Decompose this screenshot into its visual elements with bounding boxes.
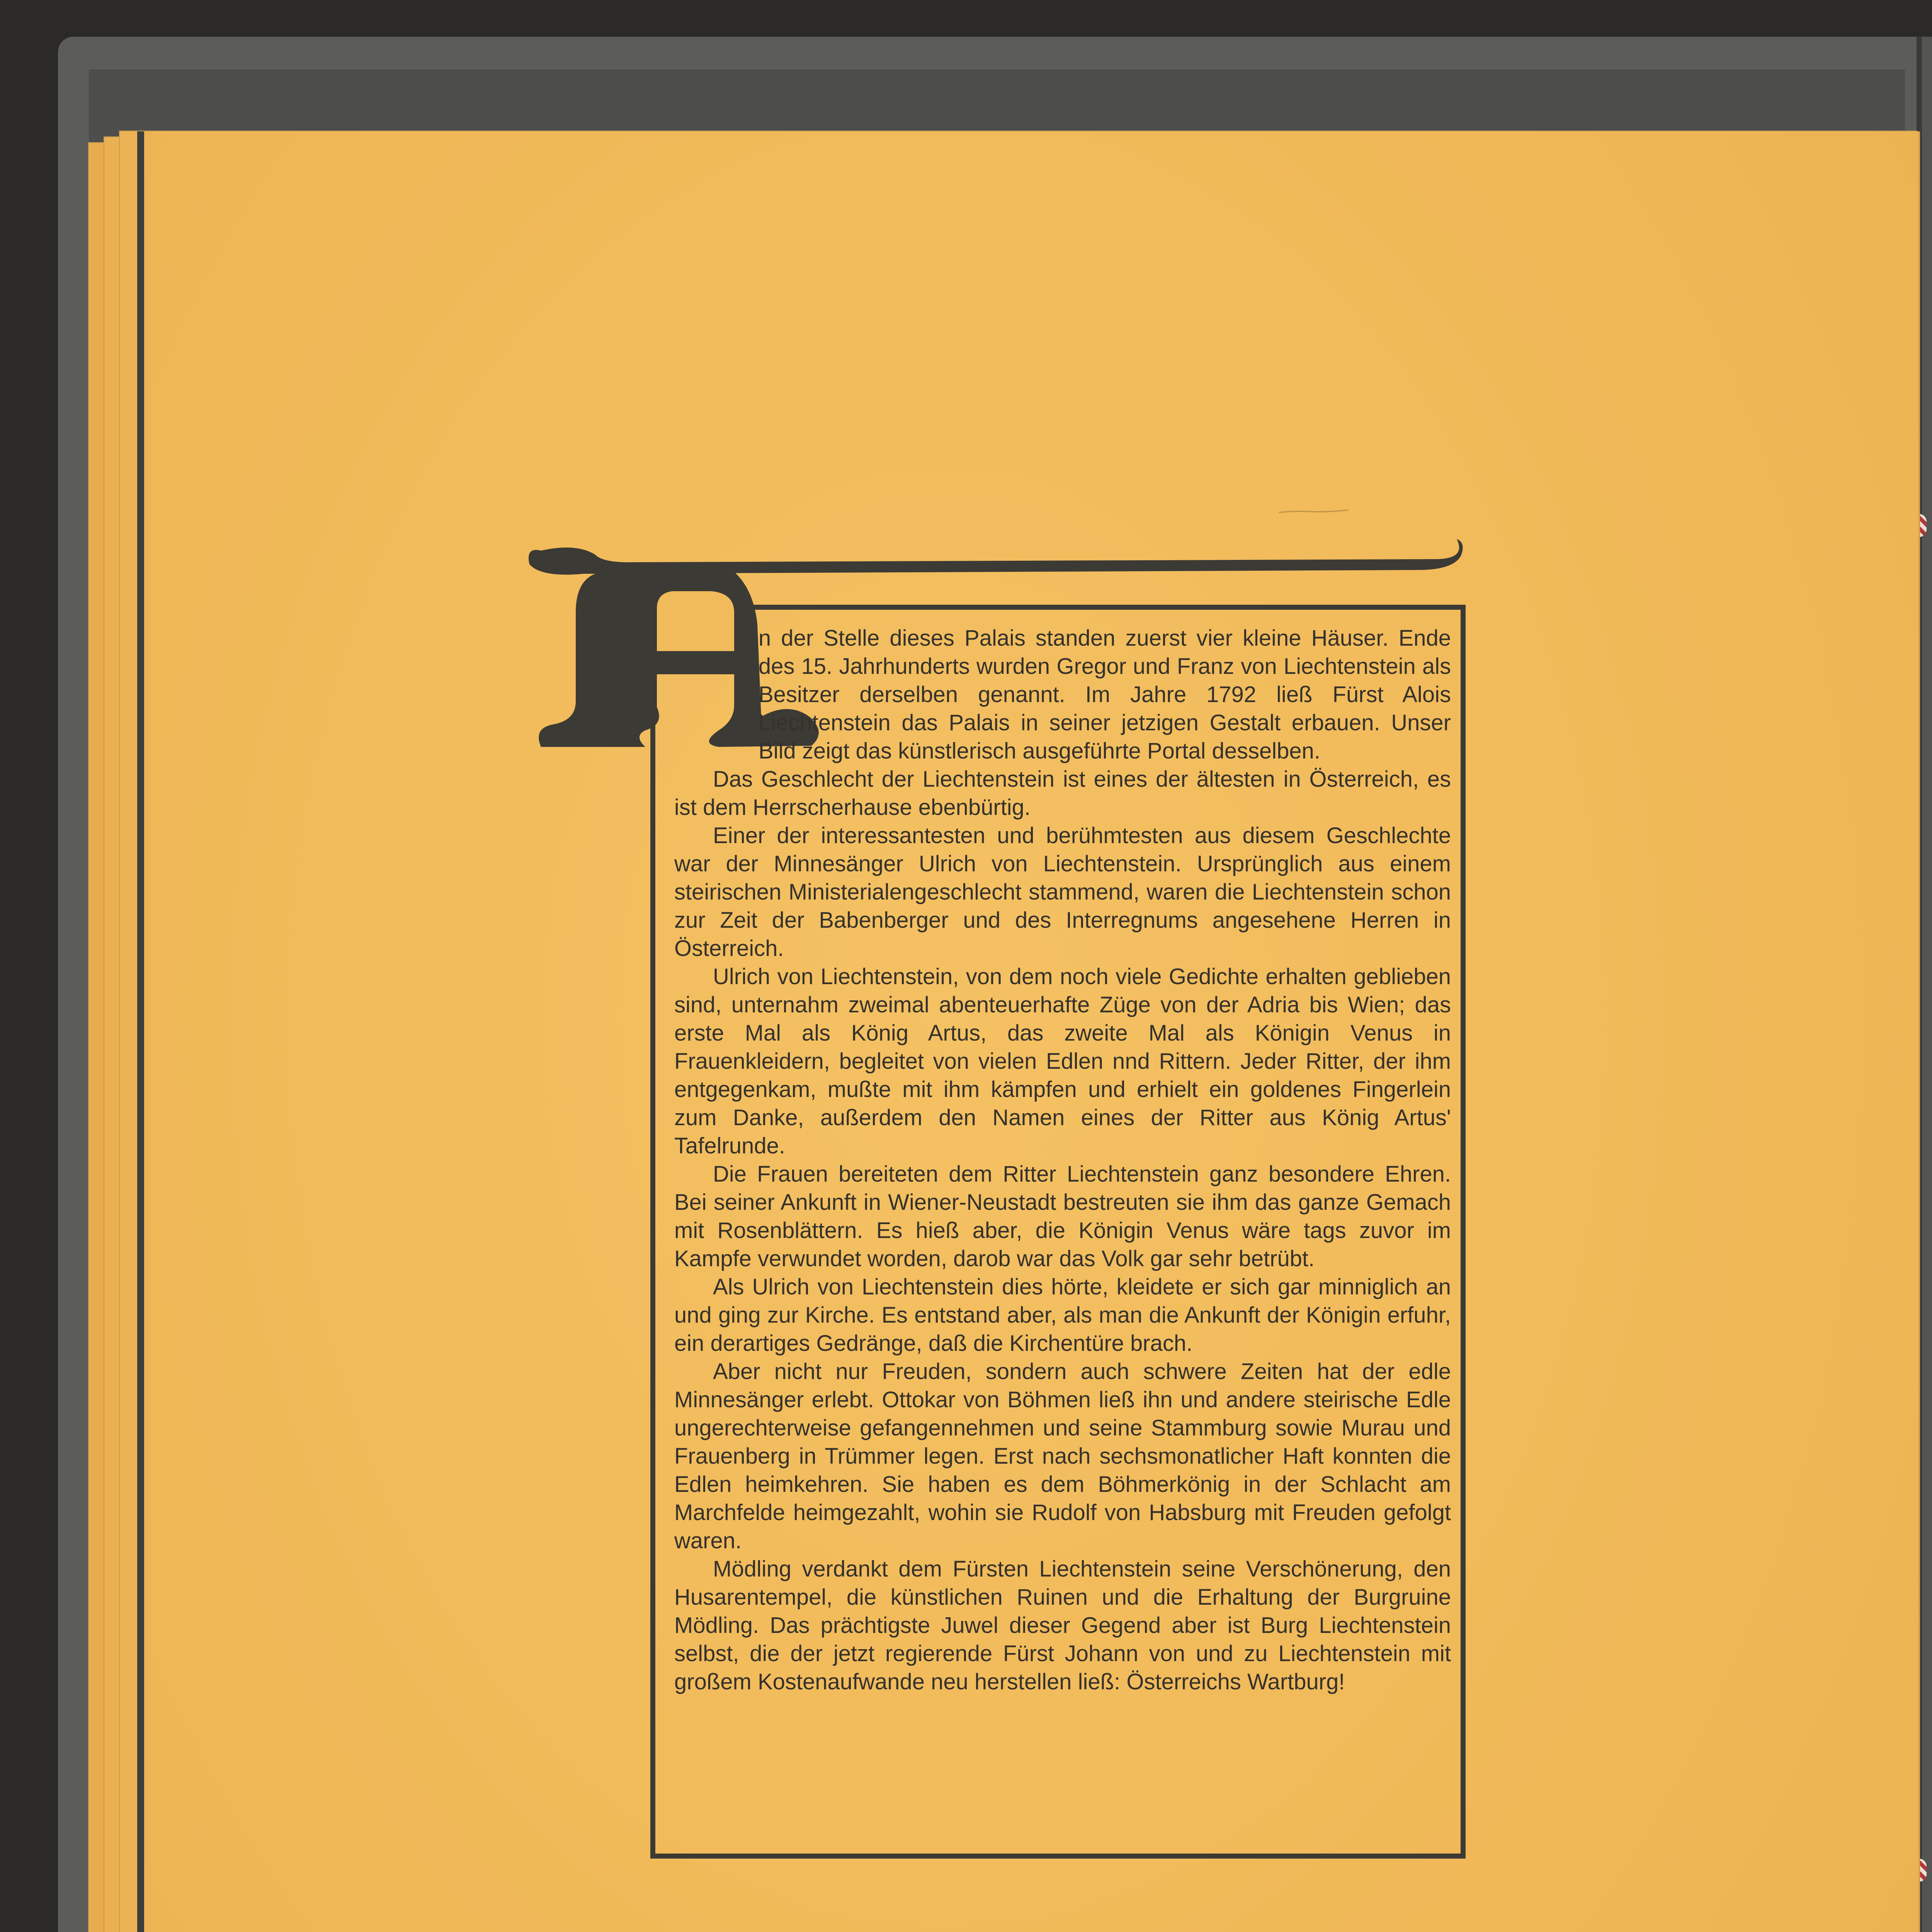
paragraph-3: Einer der interessantesten und berühmtesten aus diesem Geschlechte war der Minnesänger Ulrich von Liechtenstein. Ursprünglich aus einem steirischen Ministerialengeschlecht stammend, waren die Liechtenstein schon zur Zeit der Babenberger und des Interregnums angesehene Herren in Österreich. [674, 823, 1451, 961]
binding-spine [1917, 37, 1932, 1932]
drop-cap-space [650, 624, 759, 740]
paragraph-4: Ulrich von Liechtenstein, von dem noch viele Gedichte erhalten geblieben sind, unternahm zweimal abenteuerhafte Züge von der Adria bis Wien; das erste Mal als König Artus, das zweite Mal als Königin Venus in Frauenkleidern, begleitet von vielen Edlen nnd Rittern. Jeder Ritter, der ihm entgegenkam, mußte mit ihm kämpfen und erhielt ein goldenes Fingerlein zum Danke, außerdem den Namen eines der Ritter aus König Artus' Tafelrunde. [674, 964, 1451, 1158]
paragraph-8: Mödling verdankt dem Fürsten Liechtenstein seine Verschönerung, den Husarentempel, die künstlichen Ruinen und die Erhaltung der Burgruine Mödling. Das prächtigste Juwel dieser Gegend aber ist Burg Liechtenstein selbst, die der jetzt regierende Fürst Johann von und zu Liechtenstein mit großem Kostenaufwande neu herstellen ließ: Österreichs Wartburg! [674, 1556, 1451, 1694]
page-edge-line [137, 131, 144, 1932]
paragraph-2: Das Geschlecht der Liechtenstein ist eines der ältesten in Österreich, es ist dem Herrscherhause ebenbürtig. [674, 767, 1451, 820]
paragraph-5: Die Frauen bereiteten dem Ritter Liechtenstein ganz besondere Ehren. Bei seiner Ankunft in Wiener-Neustadt bestreuten sie ihm das ganze Gemach mit Rosenblättern. Es hieß aber, die Königin Venus wäre tags zuvor im Kampfe verwundet worden, darob war das Volk gar sehr betrübt. [674, 1162, 1451, 1271]
paper-speck [1279, 509, 1349, 514]
article-text [674, 624, 1451, 1696]
paragraph-7: Aber nicht nur Freuden, sondern auch schwere Zeiten hat der edle Minnesänger erlebt. Ottokar von Böhmen ließ ihn und andere steirische Edle ungerechterweise gefangennehmen und seine Stammburg sowie Murau und Frauenberg in Trümmer legen. Erst nach sechsmonatlicher Haft konnten die Edlen heimkehren. Sie haben es dem Böhmerkönig in der Schlacht am Marchfelde heimgezahlt, wohin sie Rudolf von Habsburg mit Freuden gefolgt waren. [674, 1359, 1451, 1553]
paragraph-1: n der Stelle dieses Palais standen zuerst vier kleine Häuser. Ende des 15. Jahrhunderts wurden Gregor und Franz von Liechtenstein als Besitzer derselben genannt. Im Jahre 1792 ließ Fürst Alois Liechtenstein das Palais in seiner jetzigen Gestalt erbauen. Unser Bild zeigt das künstlerisch ausgeführte Portal desselben. [759, 626, 1451, 764]
paragraph-6: Als Ulrich von Liechtenstein dies hörte, kleidete er sich gar minniglich an und ging zur Kirche. Es entstand aber, als man die Ankunft der Königin erfuhr, ein derartiges Gedränge, daß die Kirchentüre brach. [674, 1274, 1451, 1356]
